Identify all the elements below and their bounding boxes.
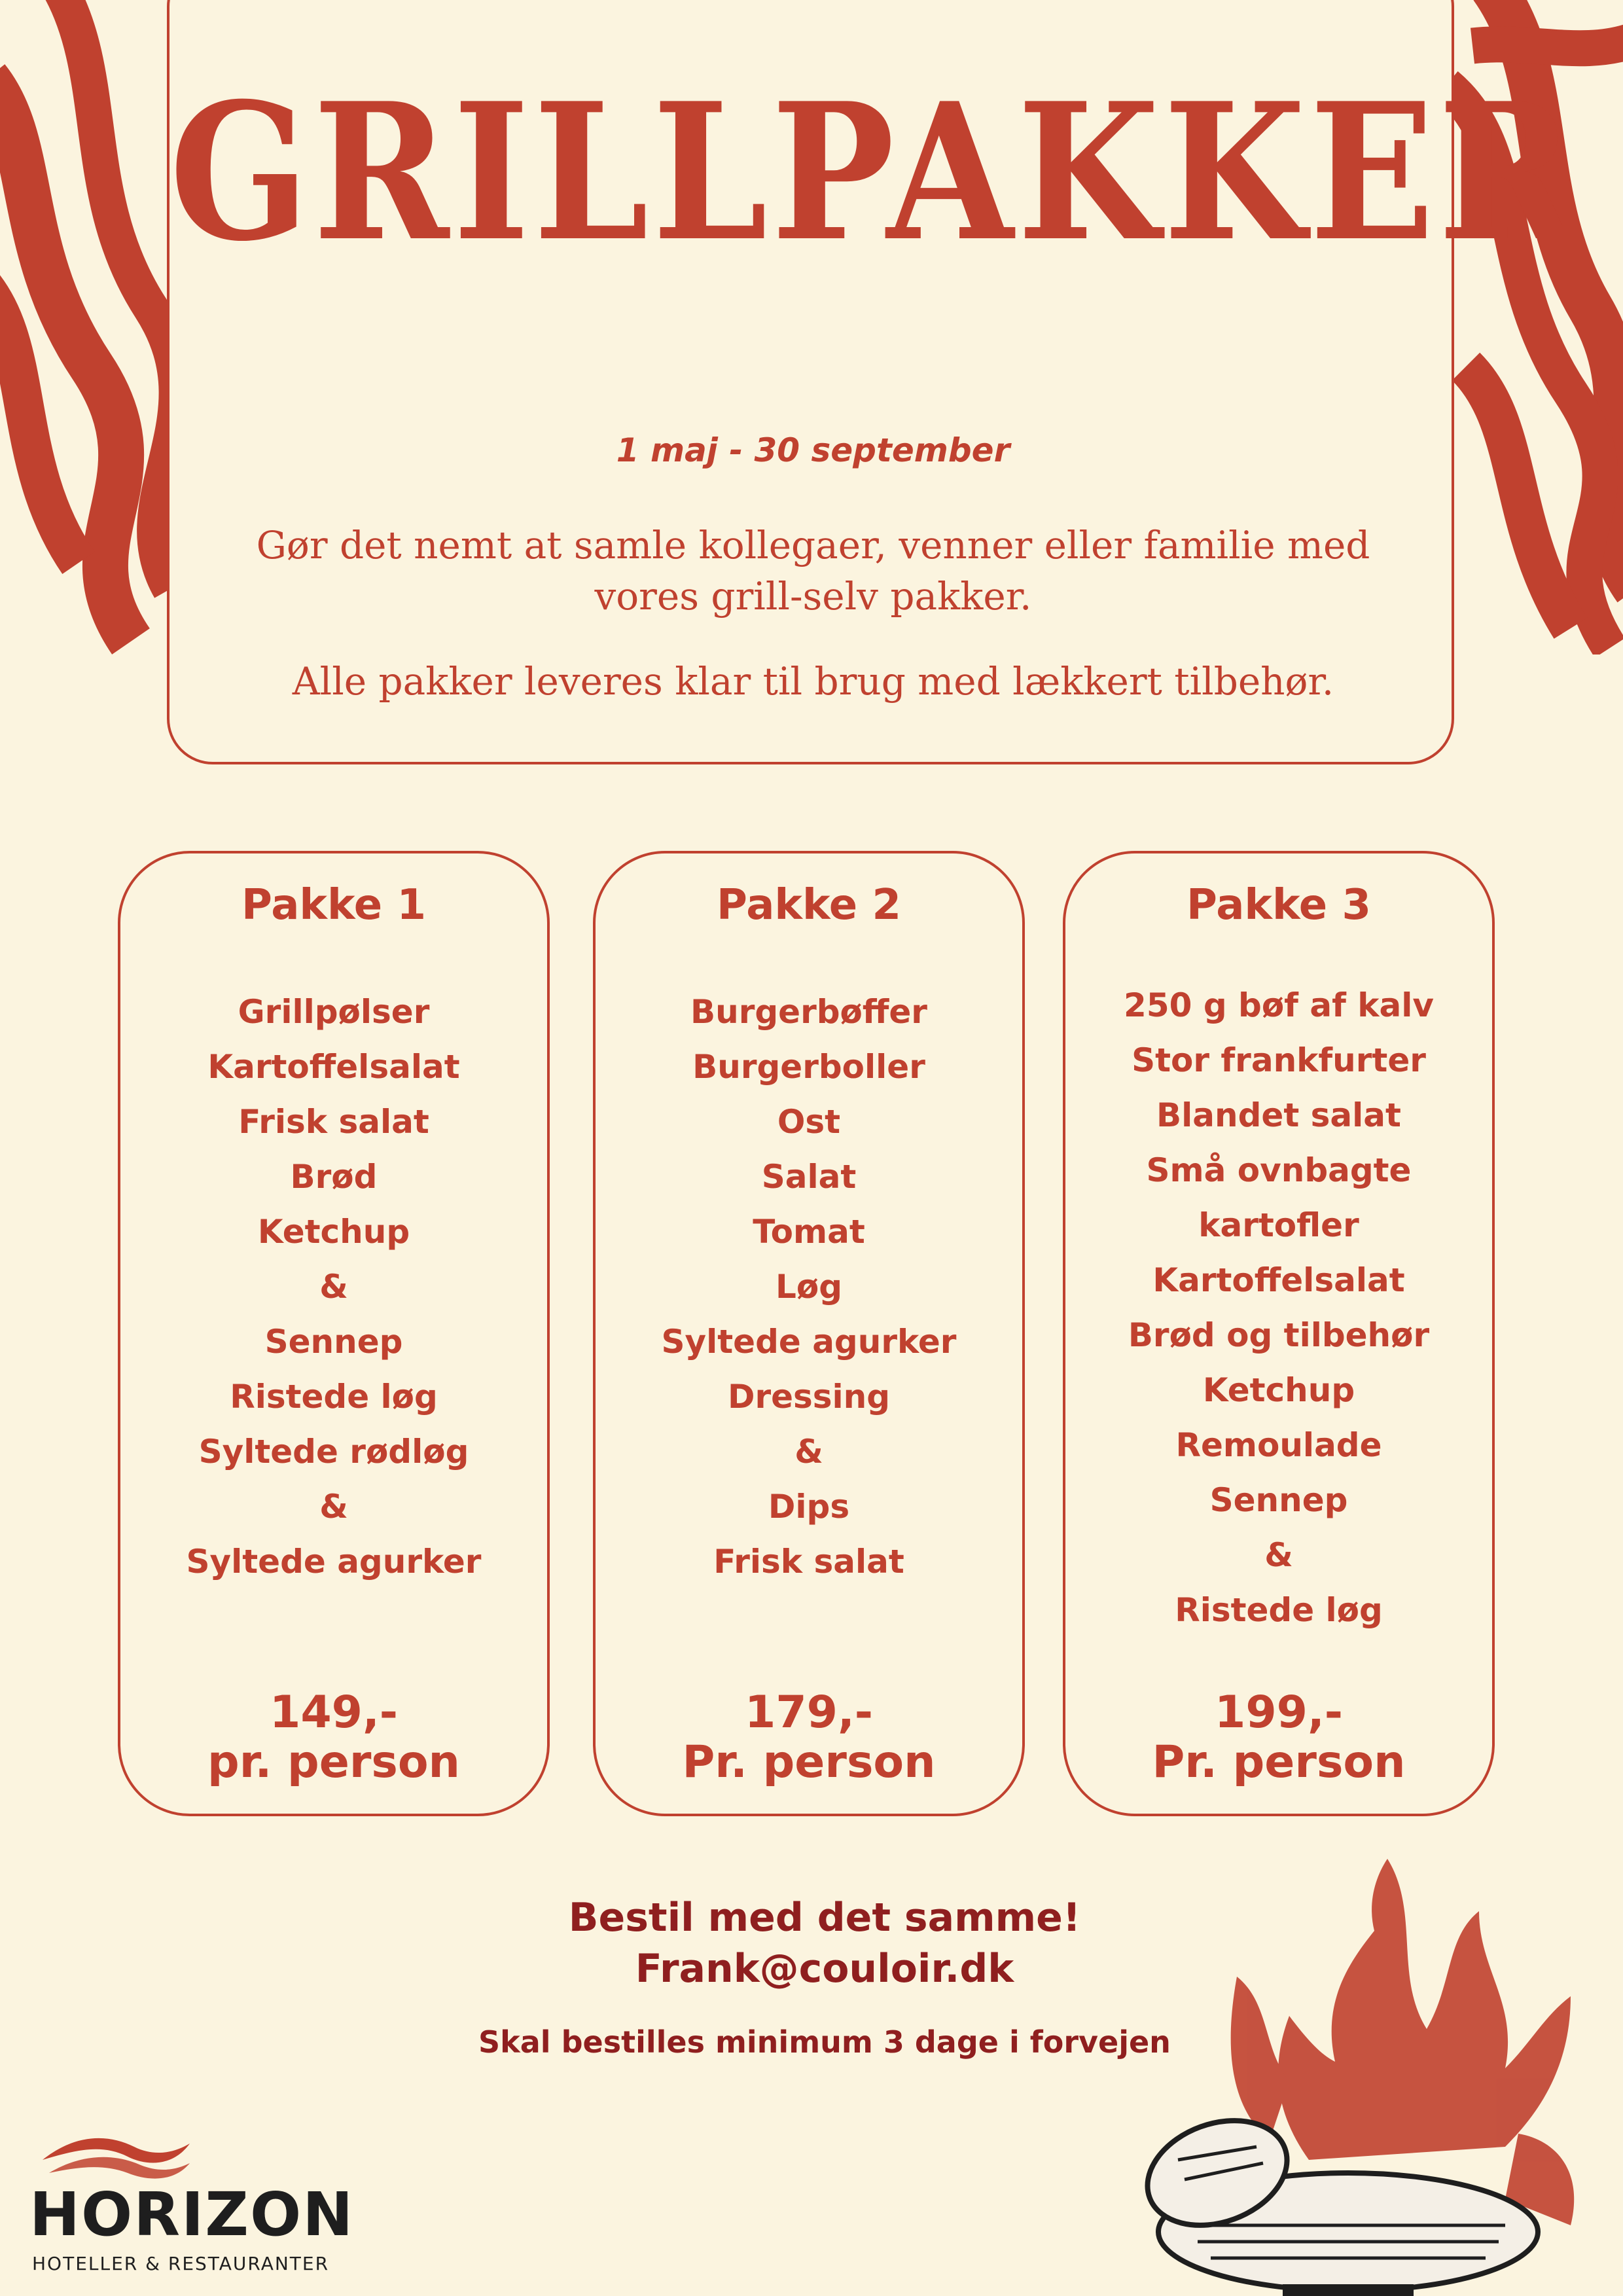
package-item: & xyxy=(319,1268,348,1306)
package-item: Syltede agurker xyxy=(186,1543,482,1581)
wave-logo-icon xyxy=(36,2127,193,2179)
package-items xyxy=(120,984,547,1589)
package-item: Ketchup xyxy=(1202,1371,1355,1409)
package-item: & xyxy=(794,1433,823,1471)
package-item: Salat xyxy=(761,1158,857,1196)
package-item: Tomat xyxy=(753,1213,865,1251)
package-item: Løg xyxy=(775,1268,842,1306)
price-unit: pr. person xyxy=(207,1736,460,1788)
package-title: Pakke 3 xyxy=(1186,881,1371,929)
package-item: Blandet salat xyxy=(1156,1096,1401,1134)
package-title: Pakke 2 xyxy=(717,881,901,929)
package-item: kartofler xyxy=(1198,1206,1359,1244)
package-item: Burgerbøffer xyxy=(690,993,927,1031)
price-value: 179,- xyxy=(745,1687,873,1738)
package-item: Stor frankfurter xyxy=(1132,1041,1426,1079)
package-item: Ketchup xyxy=(257,1213,410,1251)
package-item: Kartoffelsalat xyxy=(207,1048,460,1086)
price-unit: Pr. person xyxy=(1152,1736,1406,1788)
grill-flame-illustration xyxy=(1113,1833,1623,2296)
intro-line-3: Alle pakker leveres klar til brug med lækkert tilbehør. xyxy=(292,659,1334,704)
package-title: Pakke 1 xyxy=(241,881,426,929)
intro-text xyxy=(209,520,1418,622)
package-item: Grillpølser xyxy=(238,993,430,1031)
header-box xyxy=(167,0,1578,764)
package-item: 250 g bøf af kalv xyxy=(1124,986,1434,1024)
package-price xyxy=(120,1688,547,1787)
logo-subtitle: HOTELLER & RESTAURANTER xyxy=(32,2253,330,2274)
price-unit: Pr. person xyxy=(682,1736,936,1788)
package-item: Frisk salat xyxy=(713,1543,904,1581)
horizon-logo xyxy=(29,2127,396,2278)
package-item: Ristede løg xyxy=(1175,1591,1383,1629)
package-card-1 xyxy=(118,851,550,1816)
package-item: Burgerboller xyxy=(692,1048,925,1086)
package-item: Ost xyxy=(777,1103,841,1141)
package-price xyxy=(1065,1688,1492,1787)
page-title: GRILLPAKKER xyxy=(169,61,1578,283)
package-item: Ristede løg xyxy=(230,1378,438,1416)
logo-wordmark: HORIZON xyxy=(29,2179,355,2250)
package-item: Remoulade xyxy=(1175,1426,1382,1464)
package-card-2 xyxy=(593,851,1025,1816)
package-item: Brød xyxy=(290,1158,378,1196)
package-items xyxy=(1065,978,1492,1638)
price-value: 199,- xyxy=(1215,1687,1343,1738)
package-item: Frisk salat xyxy=(238,1103,429,1141)
order-cta: Bestil med det samme! xyxy=(568,1895,1081,1941)
package-item: Sennep xyxy=(1209,1481,1348,1519)
package-item: Dressing xyxy=(727,1378,891,1416)
package-item: Syltede agurker xyxy=(661,1323,957,1361)
package-item: Dips xyxy=(768,1488,850,1526)
package-item: & xyxy=(319,1488,348,1526)
package-item: Små ovnbagte xyxy=(1146,1151,1412,1189)
order-email-link[interactable]: Frank@couloir.dk xyxy=(635,1946,1014,1992)
package-items xyxy=(596,984,1022,1589)
order-note: Skal bestilles minimum 3 dage i forvejen xyxy=(478,2024,1171,2060)
package-item: Kartoffelsalat xyxy=(1152,1261,1405,1299)
package-price xyxy=(596,1688,1022,1787)
intro-line-2: vores grill-selv pakker. xyxy=(594,574,1032,619)
package-card-3 xyxy=(1063,851,1495,1816)
package-item: Syltede rødløg xyxy=(198,1433,469,1471)
package-item: Sennep xyxy=(264,1323,403,1361)
package-item: & xyxy=(1264,1536,1293,1574)
intro-line-1: Gør det nemt at samle kollegaer, venner eller familie med xyxy=(256,523,1370,567)
season-dates: 1 maj - 30 september xyxy=(616,431,1010,469)
price-value: 149,- xyxy=(270,1687,398,1738)
package-item: Brød og tilbehør xyxy=(1128,1316,1430,1354)
